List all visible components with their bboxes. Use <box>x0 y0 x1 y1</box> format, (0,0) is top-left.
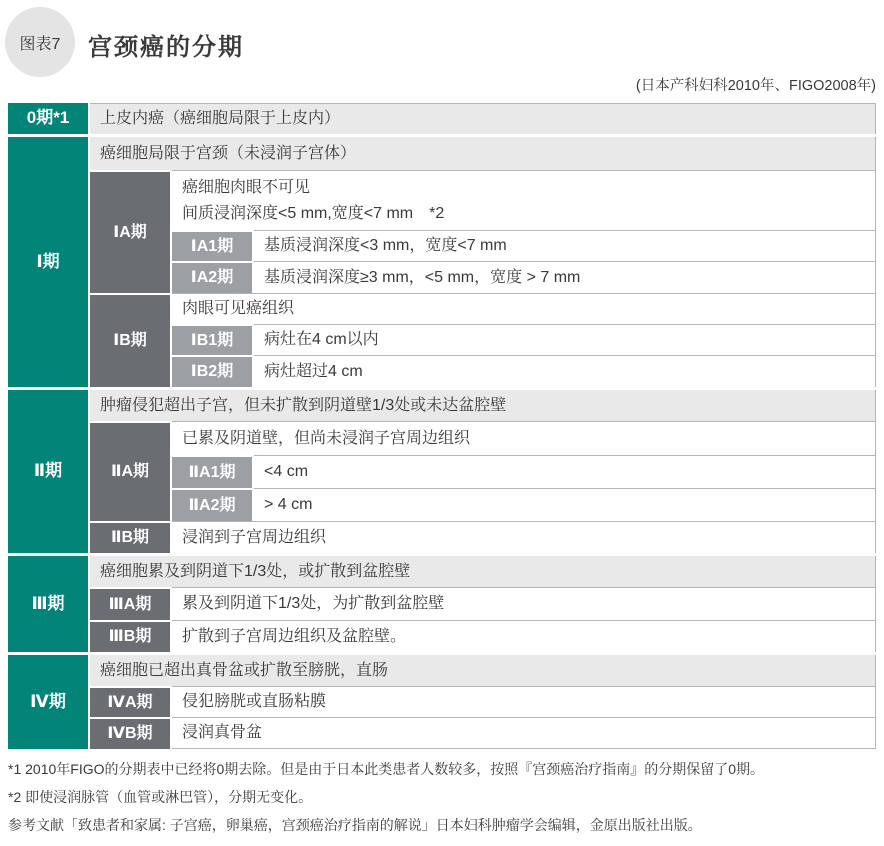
stage4-row-label: Ⅳ期 <box>8 655 90 749</box>
stage1a-sublabel: ⅠA期 <box>90 170 172 293</box>
stage2a2-sublabel: ⅡA2期 <box>172 488 254 521</box>
stage1b-sublabel: ⅠB期 <box>90 293 172 387</box>
figure-number-label: 图表7 <box>19 35 61 53</box>
stage1a-description <box>172 170 876 230</box>
stage4b-description: 浸润真骨盆 <box>172 717 876 749</box>
stage2a1-description: <4 cm <box>254 455 876 488</box>
stage0-description: 上皮内癌（癌细胞局限于上皮内） <box>90 103 876 134</box>
figure-header <box>0 0 884 103</box>
stage1b2-description: 病灶超过4 cm <box>254 355 876 387</box>
stage0-row-label: 0期*1 <box>8 103 90 134</box>
stage3a-description: 累及到阴道下1/3处，为扩散到盆腔壁 <box>172 587 876 620</box>
source-note: (日本产科妇科2010年、FIGO2008年) <box>635 78 876 94</box>
stage1a-description-line2: 间质浸润深度<5 mm,宽度<7 mm *2 <box>182 204 445 222</box>
stage0-section <box>8 103 876 134</box>
stage2a-description: 已累及阴道壁，但尚未浸润子宫周边组织 <box>172 421 876 455</box>
stage3-section <box>8 556 876 652</box>
stage3-row-label: Ⅲ期 <box>8 556 90 652</box>
footnotes <box>8 761 876 834</box>
stage4a-sublabel: ⅣA期 <box>90 686 172 717</box>
stage2a1-sublabel: ⅡA1期 <box>172 455 254 488</box>
stage4-section <box>8 655 876 749</box>
stage2-section <box>8 390 876 553</box>
stage4a-description: 侵犯膀胱或直肠粘膜 <box>172 686 876 717</box>
footnote-2: *2 即使浸润脉管（血管或淋巴管），分期无变化。 <box>8 789 313 805</box>
stage1a2-sublabel: ⅠA2期 <box>172 261 254 293</box>
stage1a1-description: 基质浸润深度<3 mm，宽度<7 mm <box>254 230 876 261</box>
stage1b1-description: 病灶在4 cm以内 <box>254 324 876 355</box>
staging-table <box>8 103 876 749</box>
stage4-section-header: 癌细胞已超出真骨盆或扩散至膀胱，直肠 <box>90 655 876 686</box>
stage1b1-sublabel: ⅠB1期 <box>172 324 254 355</box>
stage2a2-description: > 4 cm <box>254 488 876 521</box>
stage1-row-label: Ⅰ期 <box>8 137 90 387</box>
stage1b-description: 肉眼可见癌组织 <box>172 293 876 324</box>
stage1b2-sublabel: ⅠB2期 <box>172 355 254 387</box>
stage2-section-header: 肿瘤侵犯超出子宫，但未扩散到阴道壁1/3处或未达盆腔壁 <box>90 390 876 421</box>
stage3b-description: 扩散到子宫周边组织及盆腔壁。 <box>172 620 876 652</box>
stage3b-sublabel: ⅢB期 <box>90 620 172 652</box>
stage1a2-description: 基质浸润深度≥3 mm，<5 mm，宽度 > 7 mm <box>254 261 876 293</box>
reference-note: 参考文献「致患者和家属: 子宫癌，卵巢癌，宫颈癌治疗指南的解说」日本妇科肿瘤学会编辑，金原出版社出版。 <box>8 817 702 833</box>
stage3a-sublabel: ⅢA期 <box>90 587 172 620</box>
stage1-section-header: 癌细胞局限于宫颈（未浸润子宫体） <box>90 137 876 170</box>
stage1a1-sublabel: ⅠA1期 <box>172 230 254 261</box>
page-title: 宫颈癌的分期 <box>88 34 244 61</box>
footnote-1: *1 2010年FIGO的分期表中已经将0期去除。但是由于日本此类患者人数较多，按照『宫颈癌治疗指南』的分期保留了0期。 <box>8 761 765 777</box>
stage3-section-header: 癌细胞累及到阴道下1/3处，或扩散到盆腔壁 <box>90 556 876 587</box>
stage2a-sublabel: ⅡA期 <box>90 421 172 521</box>
figure-number-badge <box>5 7 75 77</box>
stage1-section <box>8 137 876 387</box>
stage2-row-label: Ⅱ期 <box>8 390 90 553</box>
stage2b-description: 浸润到子宫周边组织 <box>172 521 876 553</box>
stage1a-description-line1: 癌细胞肉眼不可见 <box>182 178 311 196</box>
stage4b-sublabel: ⅣB期 <box>90 717 172 749</box>
stage2b-sublabel: ⅡB期 <box>90 521 172 553</box>
